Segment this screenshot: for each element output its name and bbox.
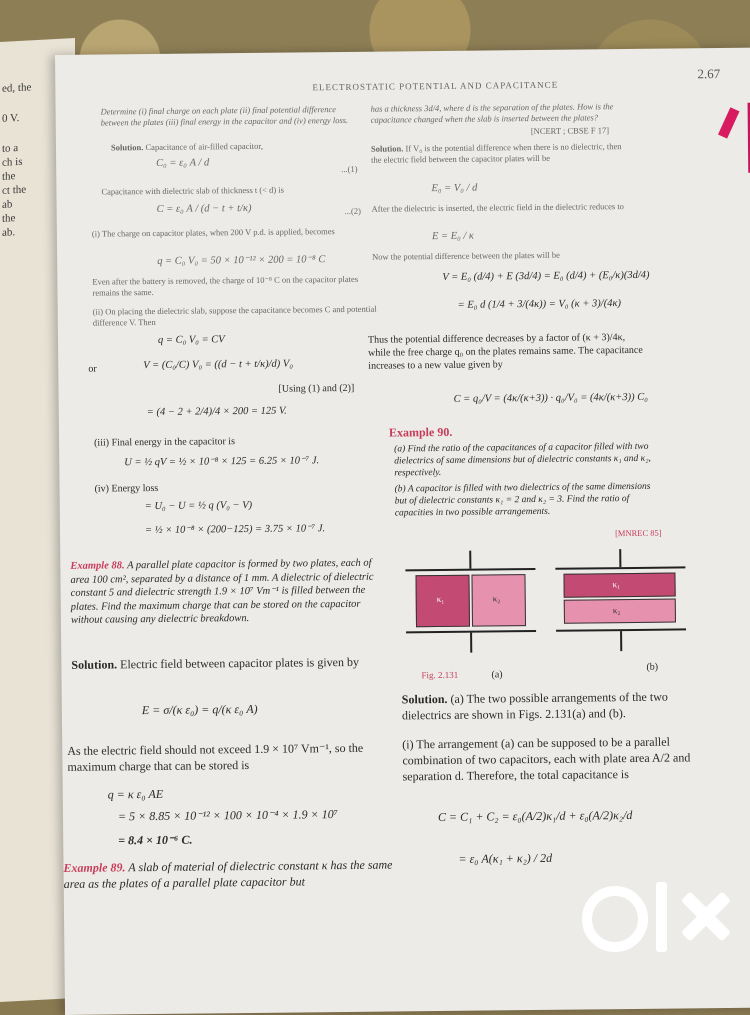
margin-text: ch is [2,155,23,169]
equation: q = C₀ V₀ = CV [157,334,225,346]
equation: V = E₀ (d/4) + E (3d/4) = E₀ (d/4) + (E₀/κ)(3d/4) [442,269,650,283]
book-page [55,48,750,1015]
figure-label-b: (b) [646,661,659,673]
equation: = U₀ − U = ½ q (V₀ − V) [144,499,253,513]
word-or: or [88,363,97,375]
margin-text: ab [2,198,13,211]
figure-label-a: (a) [491,669,503,681]
equation: E = σ/(κ ε₀) = q/(κ ε₀ A) [141,701,258,718]
figure-caption: Fig. 2.131 [421,669,459,681]
page-tab-marker [718,107,739,138]
equation: U = ½ qV = ½ × 10⁻⁸ × 125 = 6.25 × 10⁻⁷ J. [124,455,320,469]
paragraph: (i) The arrangement (a) can be supposed to be a parallel combination of two capacitors, each with plate area A/2 and separation d. Therefore, the total capacitance is [402,734,691,784]
paragraph: (iii) Final energy in the capacitor is [94,436,236,449]
solution-88: Solution. Electric field between capacitor plates is given by [71,654,360,672]
paragraph: As the electric field should not exceed 1.9 × 10⁷ Vm⁻¹, so the maximum charge that can be stored is [67,740,364,774]
equation: E = E₀ / κ [431,230,475,243]
margin-text: the [2,212,16,225]
running-header: ELECTROSTATIC POTENTIAL AND CAPACITANCE [312,79,559,93]
example-90-part-a: (a) Find the ratio of the capacitances of a capacitor filled with two dielectrics of same dimensions but of dielectric constants κ₁ and κ₂, respectively. [394,441,651,479]
equation: = ½ × 10⁻⁸ × (200−125) = 3.75 × 10⁻⁷ J. [144,523,326,537]
solution-line: Solution. If V₀ is the potential difference when there is no dielectric, then the electric field between the capacitor plates will be [370,141,622,165]
equation: = E₀ d (1/4 + 3/(4κ)) = V₀ (κ + 3)/(4κ) [457,298,622,311]
source-tag: [NCERT ; CBSE F 17] [530,125,610,137]
capacitor-plate [405,568,535,571]
dielectric-k2: κ₂ [471,574,526,627]
paragraph: (ii) On placing the dielectric slab, suppose the capacitance becomes C and potential difference V. Then [92,303,377,328]
margin-text: 0 V. [2,111,20,125]
example-90-part-b: (b) A capacitor is filled with two dielectrics of the same dimensions but of dielectric constants κ₁ = 2 and κ₂ = 3. Find the ratio of capacities in two possible arrangements. [394,481,651,519]
dielectric-k1: κ₁ [415,575,470,628]
equation-note: [Using (1) and (2)] [278,382,355,395]
paragraph: Now the potential difference between the plates will be [372,249,560,262]
margin-text: ed, the [2,81,32,95]
example-90-heading: Example 90. [388,424,453,440]
margin-text: the [2,170,16,183]
equation: C = ε₀ A / (d − t + t/κ) [156,202,252,215]
example-89: Example 89. A slab of material of dielectric constant κ has the same area as the plates of a parallel plate capacitor but [63,857,393,891]
capacitor-plate [555,566,685,569]
paragraph: After the dielectric is inserted, the electric field in the dielectric reduces to [371,201,624,214]
wire [619,549,621,567]
solution-line: Solution. Capacitance of air-filled capacitor, [110,140,263,153]
olx-watermark-logo [582,882,732,962]
margin-text: to a [2,142,19,155]
wire [469,551,471,569]
page-number: 2.67 [697,66,721,82]
paragraph: Capacitance with dielectric slab of thickness t (< d) is [101,184,285,197]
example-88: Example 88. A parallel plate capacitor is formed by two plates, each of area 100 cm², separated by a distance of 1 mm. A dielectric of dielectric constant 5 and dielectric strength 1.9 × 10⁷ Vm⁻¹ is filled between the plates. Find the maximum charge that can be stored on the capacitor without causing any dielectric breakdown. [70,557,374,626]
paragraph: Even after the battery is removed, the charge of 10⁻⁸ C on the capacitor plates remains the same. [92,273,359,298]
paragraph: (iv) Energy loss [94,482,159,495]
example-intro: Determine (i) final charge on each plate (ii) final potential difference between the plates (iii) final energy in the capacitor and (iv) energy loss. [100,104,349,128]
solution-90: Solution. (a) The two possible arrangements of the two dielectrics are shown in Figs. 2.131(a) and (b). [401,689,668,723]
equation: = (4 − 2 + 2/4)/4 × 200 = 125 V. [146,405,287,419]
equation: E₀ = V₀ / d [431,182,478,195]
margin-text: ab. [2,226,16,239]
source-tag: [MNREC 85] [614,527,662,539]
equation: = 5 × 8.85 × 10⁻¹² × 100 × 10⁻⁴ × 1.9 × 10⁷ [117,807,338,824]
wire [620,631,622,651]
equation: q = κ ε₀ AE [107,786,164,802]
equation: C = C₁ + C₂ = ε₀(A/2)κ₁/d + ε₀(A/2)κ₂/d [437,807,633,825]
equation-number: ...(1) [341,163,358,175]
equation: V = (C₀/C) V₀ = ((d − t + t/κ)/d) V₀ [143,358,294,372]
dielectric-k2: κ₂ [564,599,676,624]
figure-a [405,550,536,661]
dielectric-k1: κ₁ [563,573,675,598]
paragraph: (i) The charge on capacitor plates, when 200 V p.d. is applied, becomes [91,226,335,239]
wire [470,633,472,653]
figure-b [555,548,686,659]
equation: C₀ = ε₀ A / d [156,157,210,169]
paragraph: has a thickness 3d/4, where d is the separation of the plates. How is the capacitance changed when the slab is inserted between the plates? [370,101,614,125]
equation: C = q₀/V = (4κ/(κ+3)) · q₀/V₀ = (4κ/(κ+3)) C₀ [453,391,648,405]
margin-text: ct the [2,183,27,197]
equation-number: ...(2) [344,205,361,216]
paragraph: Thus the potential difference decreases by a factor of (κ + 3)/4κ, while the free charge q₀ on the plates remains same. The capacitance increases to a new value given by [367,332,643,372]
equation: q = C₀ V₀ = 50 × 10⁻¹² × 200 = 10⁻⁸ C [157,254,326,267]
equation: = 8.4 × 10⁻⁶ C. [118,832,193,848]
equation: = ε₀ A(κ₁ + κ₂) / 2d [458,850,553,866]
